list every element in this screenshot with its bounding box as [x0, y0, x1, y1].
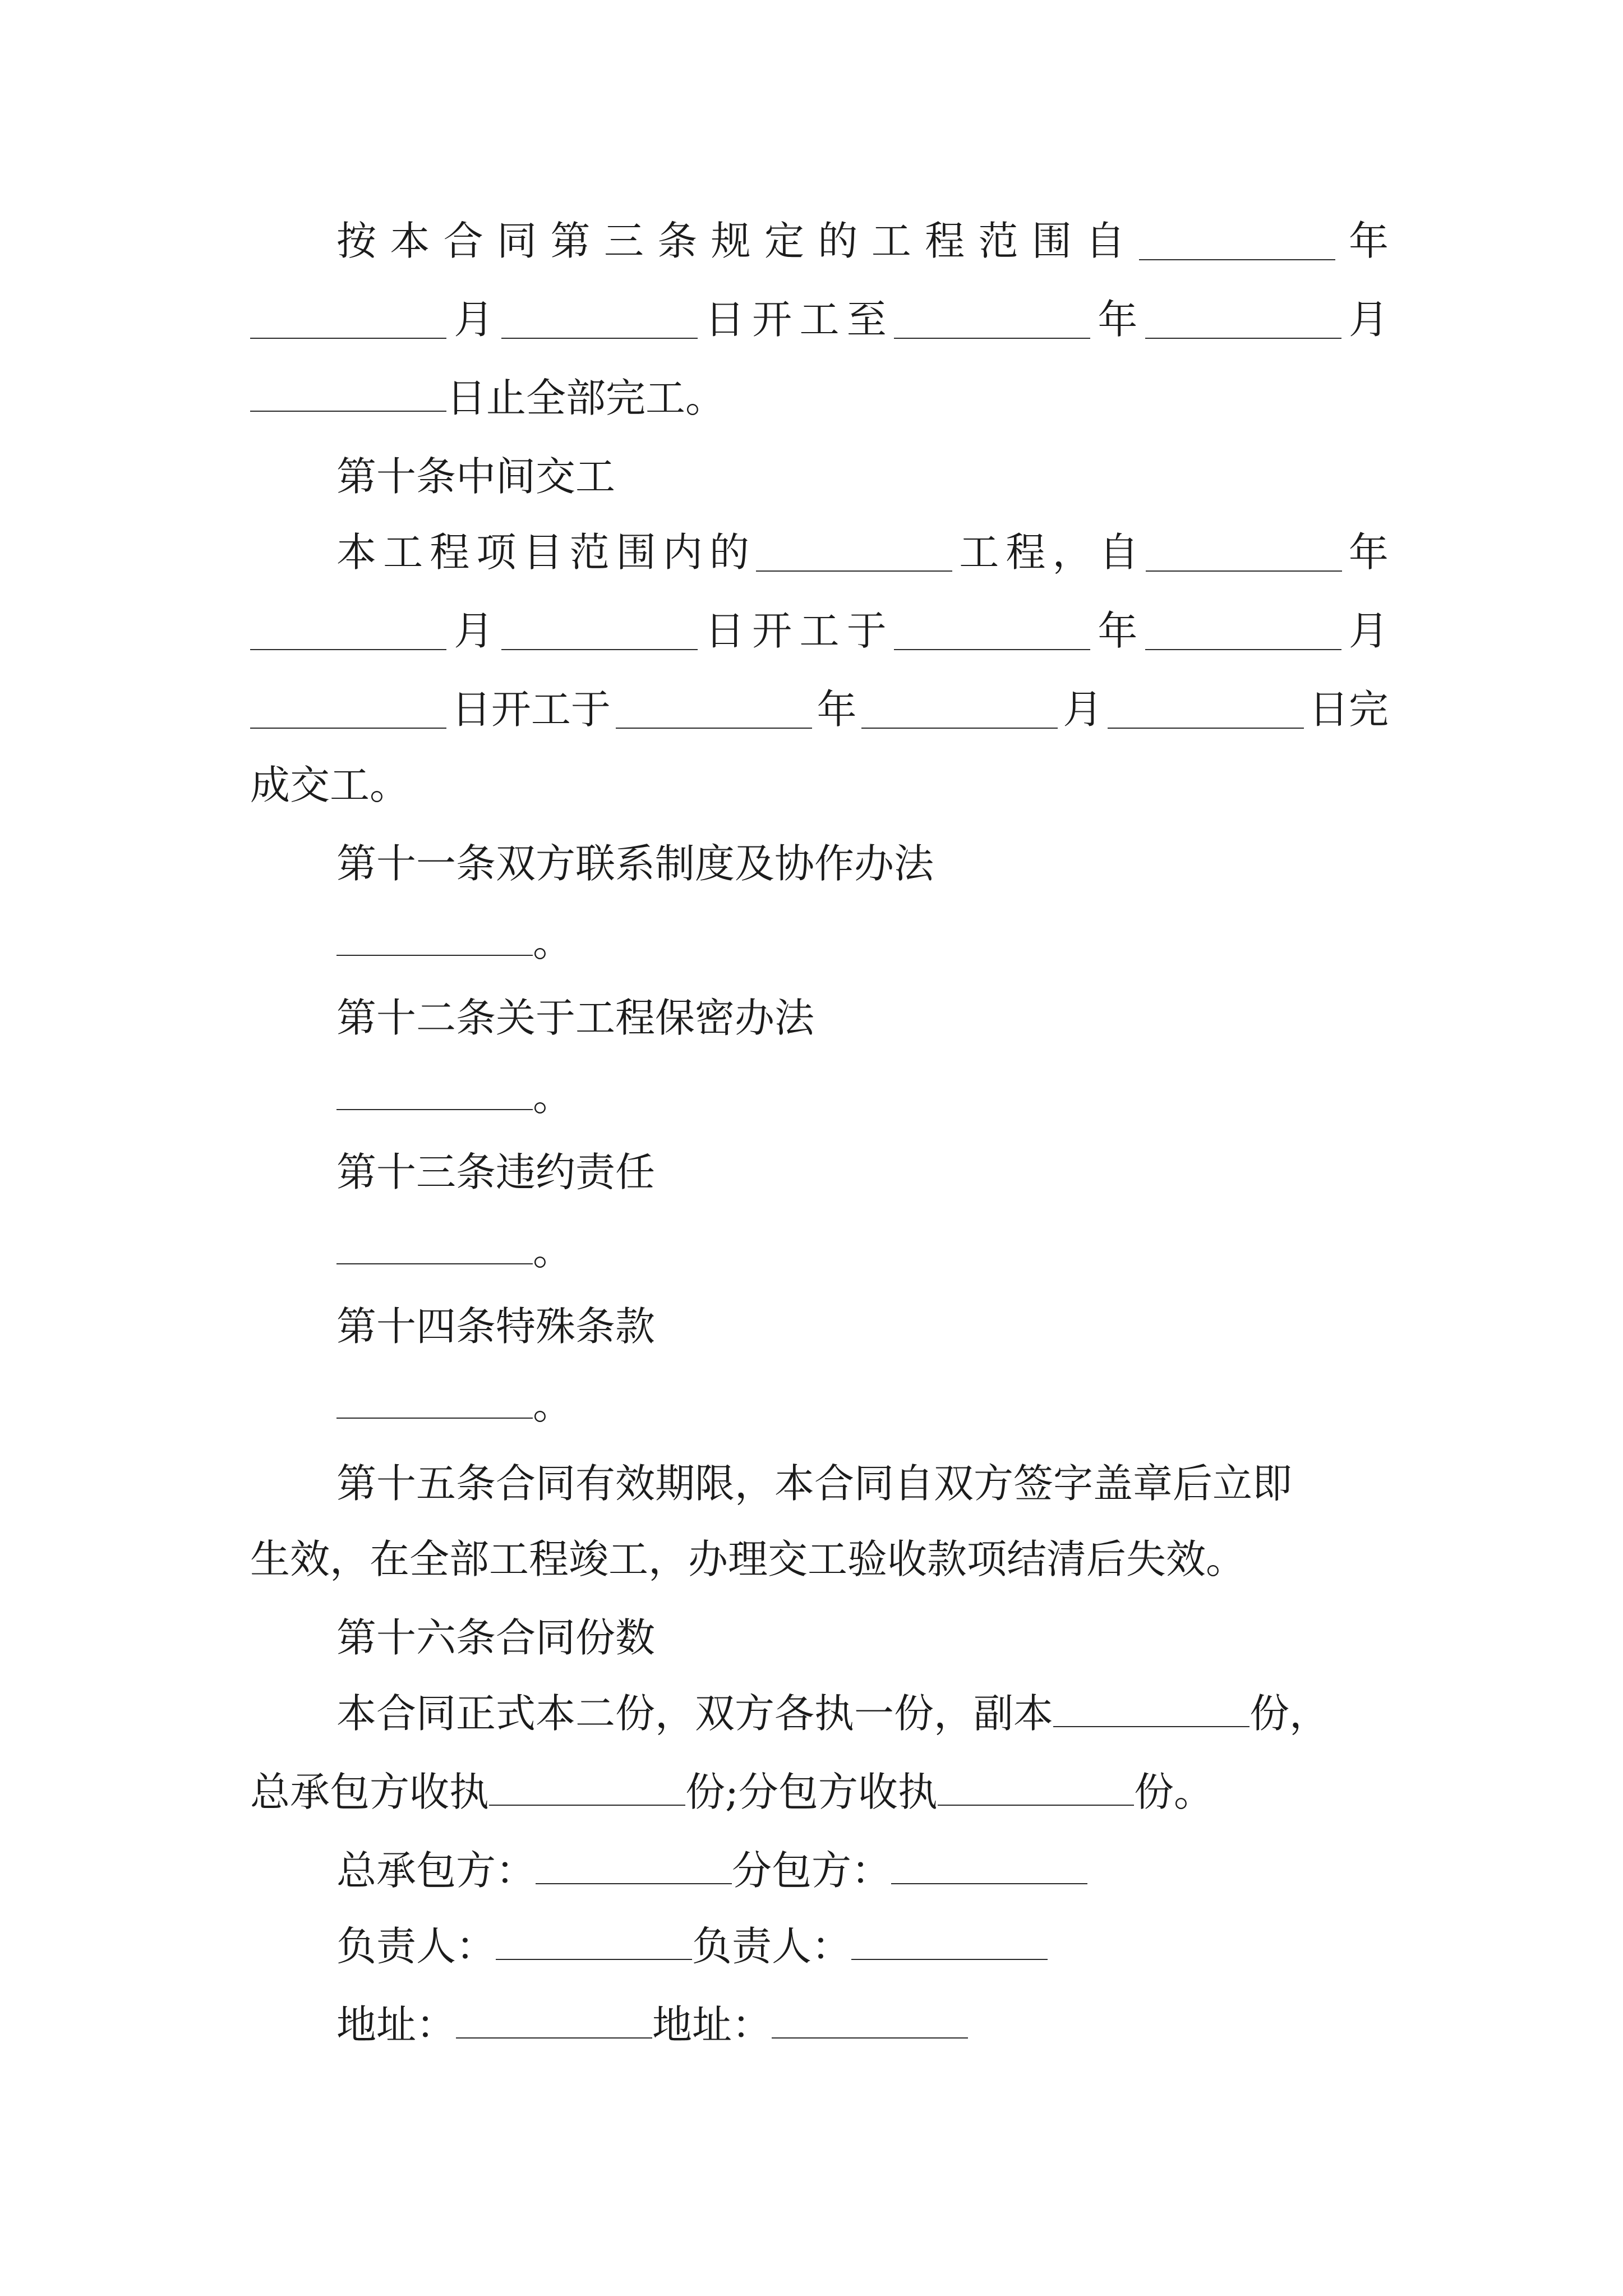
- text-segment: 围: [1031, 218, 1072, 264]
- text-segment: 。: [533, 919, 573, 965]
- text-segment: 的: [709, 529, 750, 576]
- article-heading: 第十条中间交工: [336, 453, 616, 500]
- fill-blank[interactable]: [1139, 222, 1335, 260]
- text-segment: 月: [1348, 296, 1389, 343]
- paragraph-line: [336, 1680, 1329, 1747]
- text-segment: 份。: [1133, 1769, 1214, 1815]
- text-segment: 围: [616, 529, 656, 576]
- text-segment: 至: [846, 296, 887, 343]
- paragraph-line: [336, 1217, 573, 1285]
- paragraph-line: [250, 1759, 1214, 1826]
- text-segment: 同: [497, 218, 537, 264]
- text-segment: 第: [550, 218, 591, 264]
- text-segment: 于: [846, 608, 887, 654]
- fill-blank[interactable]: [861, 691, 1058, 729]
- text-segment: 日: [704, 608, 745, 654]
- text-segment: 日: [704, 296, 745, 343]
- fill-blank[interactable]: [894, 301, 1090, 339]
- text-segment: 开: [752, 608, 792, 654]
- text-segment: 份，: [1249, 1690, 1330, 1737]
- paragraph-line: 第十五条合同有效期限，本合同自双方签字盖章后立即: [336, 1460, 1293, 1507]
- fill-blank[interactable]: [336, 918, 533, 956]
- paragraph-line: [336, 1372, 573, 1439]
- text-segment: 范: [978, 218, 1018, 264]
- fill-blank[interactable]: [1108, 691, 1304, 729]
- fill-blank[interactable]: [1053, 1689, 1249, 1727]
- text-segment: 开: [752, 296, 792, 343]
- article-heading: 第十三条违约责任: [336, 1149, 656, 1195]
- text-segment: 月: [1063, 686, 1103, 733]
- fill-blank[interactable]: [250, 374, 446, 412]
- text-segment: 本合同正式本二份，双方各执一份，副本: [336, 1690, 1054, 1737]
- text-segment: ，: [1052, 529, 1092, 576]
- signature-line: [336, 1991, 968, 2059]
- fill-blank[interactable]: [536, 1846, 732, 1884]
- article-heading: 第十四条特殊条款: [336, 1303, 656, 1350]
- signature-label: 负责人：: [692, 1923, 852, 1970]
- text-segment: 。: [533, 1073, 573, 1120]
- signature-label: 负责人：: [336, 1923, 496, 1970]
- paragraph-line: [336, 1063, 573, 1130]
- text-segment: 规: [711, 218, 751, 264]
- text-segment: 定: [764, 218, 805, 264]
- text-segment: 月: [454, 608, 494, 654]
- fill-blank[interactable]: [336, 1226, 533, 1264]
- text-segment: 项: [476, 529, 517, 576]
- fill-blank[interactable]: [616, 691, 812, 729]
- paragraph-line: [250, 286, 1389, 353]
- signature-line: [336, 1913, 1048, 1980]
- text-segment: 范: [569, 529, 610, 576]
- text-segment: 的: [818, 218, 858, 264]
- text-segment: 。: [533, 1227, 573, 1274]
- signature-label: 总承包方：: [336, 1847, 536, 1894]
- fill-blank[interactable]: [250, 612, 446, 650]
- article-heading: 第十二条关于工程保密办法: [336, 995, 815, 1041]
- fill-blank[interactable]: [501, 612, 698, 650]
- text-segment: 工: [383, 529, 423, 576]
- text-segment: 程: [925, 218, 965, 264]
- fill-blank[interactable]: [938, 1768, 1134, 1806]
- text-segment: 年: [1348, 529, 1389, 576]
- text-segment: 月: [1348, 608, 1389, 654]
- article-heading: 第十六条合同份数: [336, 1614, 656, 1661]
- text-segment: 条: [657, 218, 698, 264]
- text-segment: 自: [1099, 529, 1139, 576]
- text-segment: 内: [662, 529, 703, 576]
- paragraph-line: [336, 208, 1389, 275]
- fill-blank[interactable]: [1146, 533, 1342, 572]
- text-segment: 目: [523, 529, 563, 576]
- text-segment: 本: [336, 529, 377, 576]
- signature-label: 地址：: [652, 2001, 772, 2048]
- text-segment: 日开工于: [451, 686, 611, 733]
- text-segment: 年: [817, 686, 857, 733]
- text-segment: 日完: [1308, 686, 1389, 733]
- fill-blank[interactable]: [891, 1846, 1087, 1884]
- paragraph-line: [250, 365, 725, 432]
- text-segment: 工: [799, 608, 840, 654]
- text-segment: 年: [1098, 608, 1138, 654]
- fill-blank[interactable]: [851, 1922, 1048, 1960]
- fill-blank[interactable]: [336, 1072, 533, 1110]
- fill-blank[interactable]: [1145, 301, 1341, 339]
- text-segment: 总承包方收执: [250, 1769, 490, 1815]
- fill-blank[interactable]: [496, 1922, 692, 1960]
- paragraph-line: [336, 519, 1389, 586]
- text-segment: 月: [454, 296, 494, 343]
- text-segment: 程: [1006, 529, 1046, 576]
- text-segment: 自: [1085, 218, 1126, 264]
- fill-blank[interactable]: [456, 2000, 652, 2039]
- fill-blank[interactable]: [250, 301, 446, 339]
- signature-label: 分包方：: [732, 1847, 892, 1894]
- article-heading: 第十一条双方联系制度及协作办法: [336, 840, 934, 887]
- fill-blank[interactable]: [501, 301, 698, 339]
- text-segment: 按: [336, 218, 377, 264]
- text-segment: 本: [390, 218, 430, 264]
- text-segment: 程: [430, 529, 470, 576]
- text-segment: 。: [533, 1382, 573, 1428]
- text-segment: 年: [1098, 296, 1138, 343]
- fill-blank[interactable]: [250, 691, 446, 729]
- text-segment: 三: [603, 218, 644, 264]
- text-segment: 份;分包方收执: [685, 1769, 938, 1815]
- paragraph-line: [250, 676, 1389, 743]
- text-segment: 工: [959, 529, 999, 576]
- signature-line: [336, 1837, 1087, 1904]
- signature-label: 地址：: [336, 2001, 457, 2048]
- text-segment: 工: [799, 296, 840, 343]
- paragraph-line: [250, 597, 1389, 665]
- paragraph-line: 成交工。: [250, 762, 410, 808]
- fill-blank[interactable]: [1145, 612, 1341, 650]
- paragraph-line: [336, 909, 573, 976]
- fill-blank[interactable]: [772, 2000, 968, 2039]
- text-segment: 合: [443, 218, 483, 264]
- text-segment: 工: [871, 218, 911, 264]
- fill-blank[interactable]: [489, 1768, 685, 1806]
- fill-blank[interactable]: [756, 533, 952, 572]
- paragraph-line: 生效，在全部工程竣工，办理交工验收款项结清后失效。: [250, 1536, 1246, 1582]
- text-segment: 年: [1348, 218, 1389, 264]
- fill-blank[interactable]: [336, 1381, 533, 1419]
- fill-blank[interactable]: [894, 612, 1090, 650]
- text-segment: 日止全部完工。: [446, 375, 726, 421]
